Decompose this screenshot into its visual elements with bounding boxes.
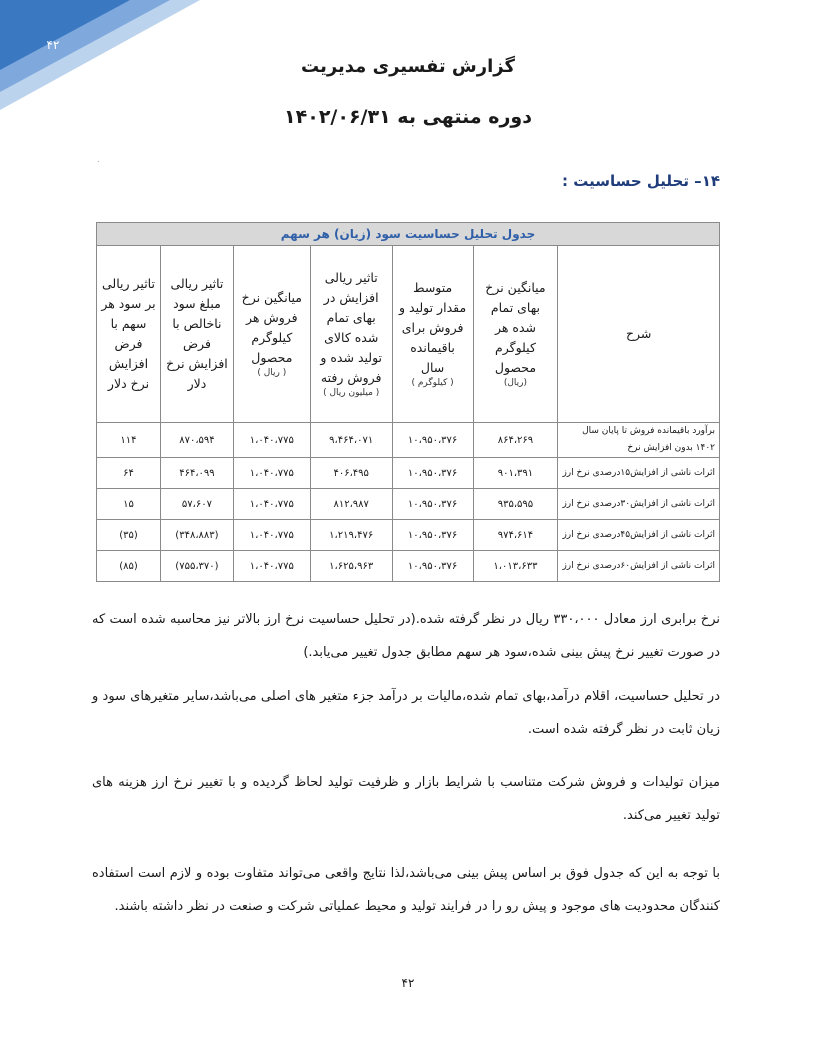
row-description: اثرات ناشی از افزایش۴۵درصدی نرخ ارز (558, 520, 720, 551)
table-row (97, 551, 720, 582)
row-description: اثرات ناشی از افزایش۱۵درصدی نرخ ارز (558, 458, 720, 489)
cell-cost-impact: ۸۱۲،۹۸۷ (310, 489, 392, 520)
cell-cost-impact: ۱،۶۲۵،۹۶۳ (310, 551, 392, 582)
cell-sale-price: ۱،۰۴۰،۷۷۵ (233, 489, 310, 520)
cell-sale-price: ۱،۰۴۰،۷۷۵ (233, 458, 310, 489)
sensitivity-table (96, 222, 720, 582)
cell-cost: ۹۷۴،۶۱۴ (473, 520, 558, 551)
paragraph-production: میزان تولیدات و فروش شرکت متناسب با شرایط بازار و ظرفیت تولید لحاظ گردیده و با تغییر نرخ ارز هزینه های تولید تغییر می‌کند. (92, 775, 720, 823)
cell-cost-impact: ۱،۲۱۹،۴۷۶ (310, 520, 392, 551)
page-number-bottom: ۴۲ (401, 976, 415, 990)
cell-quantity: ۱۰،۹۵۰،۳۷۶ (392, 458, 473, 489)
column-header: تاثیر ریالی مبلغ سود ناخالص با فرض افزایش نرخ دلار (160, 246, 233, 423)
cell-quantity: ۱۰،۹۵۰،۳۷۶ (392, 489, 473, 520)
cell-gross-profit: (۳۴۸،۸۸۳) (160, 520, 233, 551)
cell-eps: ۶۴ (97, 458, 161, 489)
cell-sale-price: ۱،۰۴۰،۷۷۵ (233, 423, 310, 458)
column-header: شرح (558, 246, 720, 423)
table-row (97, 423, 720, 458)
column-header: تاثیر ریالی بر سود هر سهم با فرض افزایش نرخ دلار (97, 246, 161, 423)
cell-sale-price: ۱،۰۴۰،۷۷۵ (233, 520, 310, 551)
column-header: میانگین نرخ بهای تمام شده هر کیلوگرم محصول (ریال) (473, 246, 558, 423)
cell-quantity: ۱۰،۹۵۰،۳۷۶ (392, 551, 473, 582)
report-period: دوره منتهی به ۱۴۰۲/۰۶/۳۱ (284, 106, 532, 128)
cell-eps: ۱۱۴ (97, 423, 161, 458)
cell-gross-profit: (۷۵۵،۳۷۰) (160, 551, 233, 582)
cell-cost: ۱،۰۱۳،۶۳۳ (473, 551, 558, 582)
column-header: میانگین نرخ فروش هر کیلوگرم محصول ( ریال ) (233, 246, 310, 423)
cell-quantity: ۱۰،۹۵۰،۳۷۶ (392, 520, 473, 551)
paragraph-variables: در تحلیل حساسیت، اقلام درآمد،بهای تمام شده،مالیات بر درآمد جزء متغیر های اصلی می‌باشد،سایر متغیرهای سود و زیان ثابت در نظر گرفته شده است. (92, 689, 720, 737)
section-heading: ۱۴– تحلیل حساسیت : (561, 172, 720, 190)
row-description: اثرات ناشی از افزایش۳۰درصدی نرخ ارز (558, 489, 720, 520)
cell-gross-profit: ۴۶۴،۰۹۹ (160, 458, 233, 489)
cell-eps: ۱۵ (97, 489, 161, 520)
table-row (97, 489, 720, 520)
cell-gross-profit: ۸۷۰،۵۹۴ (160, 423, 233, 458)
cell-cost-impact: ۹،۴۶۴،۰۷۱ (310, 423, 392, 458)
page-number-top: ۴۲ (46, 38, 60, 52)
table-row (97, 458, 720, 489)
cell-sale-price: ۱،۰۴۰،۷۷۵ (233, 551, 310, 582)
column-header: تاثیر ریالی افزایش در بهای تمام شده کالای تولید شده و فروش رفته ( میلیون ریال ) (310, 246, 392, 423)
row-description: اثرات ناشی از افزایش۶۰درصدی نرخ ارز (558, 551, 720, 582)
column-header: متوسط مقدار تولید و فروش برای باقیمانده سال ( کیلوگرم ) (392, 246, 473, 423)
row-description: برآورد باقیمانده فروش تا پایان سال ۱۴۰۲ بدون افزایش نرخ (558, 423, 720, 458)
table-row (97, 520, 720, 551)
table-caption: جدول تحلیل حساسیت سود (زیان) هر سهم (97, 223, 720, 246)
cell-eps: (۸۵) (97, 551, 161, 582)
cell-cost: ۹۳۵،۵۹۵ (473, 489, 558, 520)
cell-cost: ۸۶۴،۲۶۹ (473, 423, 558, 458)
paragraph-exchange-rate: نرخ برابری ارز معادل ۳۳۰،۰۰۰ ریال در نظر گرفته شده.(در تحلیل حساسیت نرخ ارز بالاتر نیز محاسبه شده است که در صورت تغییر نرخ پیش بینی شده،سود هر سهم مطابق جدول تغییر می‌یابد.) (92, 612, 720, 660)
cell-cost: ۹۰۱،۳۹۱ (473, 458, 558, 489)
cell-cost-impact: ۴۰۶،۴۹۵ (310, 458, 392, 489)
report-title: گزارش تفسیری مدیریت (301, 56, 515, 77)
cell-quantity: ۱۰،۹۵۰،۳۷۶ (392, 423, 473, 458)
cell-gross-profit: ۵۷،۶۰۷ (160, 489, 233, 520)
cell-eps: (۳۵) (97, 520, 161, 551)
corner-decoration (0, 0, 200, 110)
stray-dot: . (97, 155, 100, 164)
paragraph-disclaimer: با توجه به این که جدول فوق بر اساس پیش بینی می‌باشد،لذا نتایج واقعی می‌تواند متفاوت بوده و لازم است استفاده کنندگان محدودیت های موجود و پیش رو را در فرایند تولید و محیط عملیاتی شرکت و صنعت در نظر داشته باشند. (92, 866, 720, 914)
